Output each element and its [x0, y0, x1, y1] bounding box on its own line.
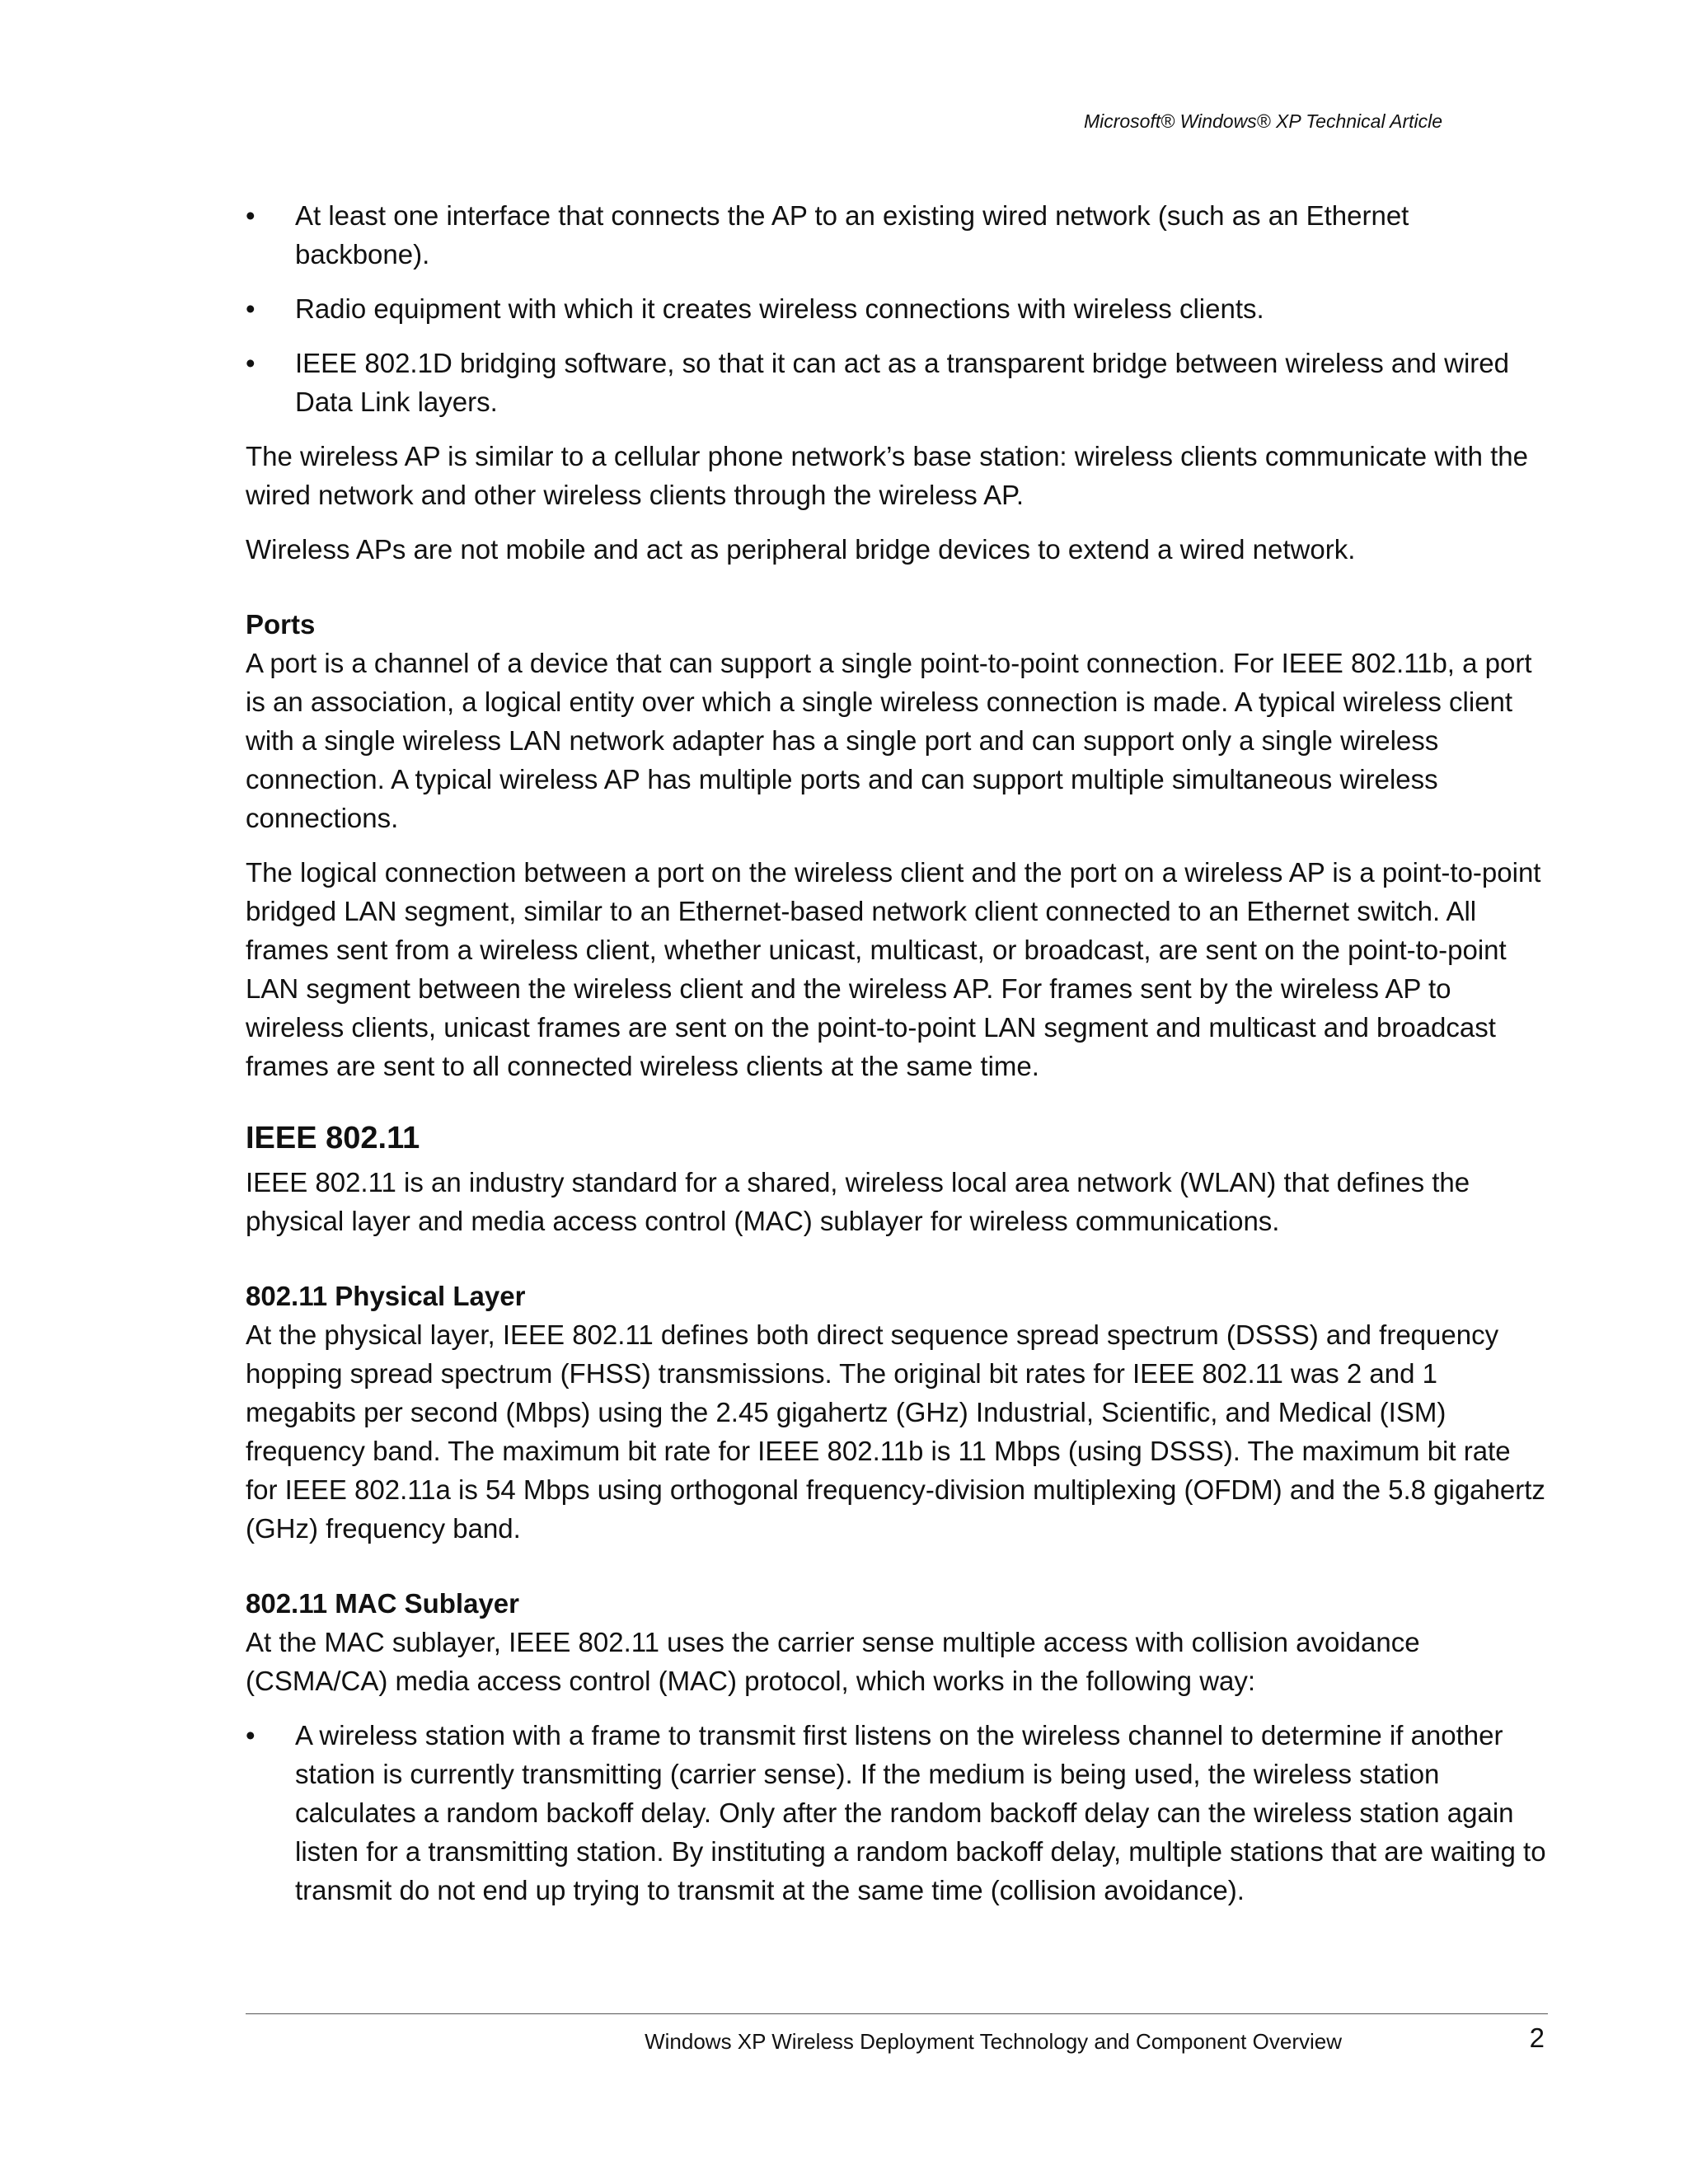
ports-heading: Ports	[246, 609, 316, 640]
list-item	[246, 1716, 1548, 1910]
paragraph: The logical connection between a port on the wireless client and the port on a wireless AP is a point-to-point bridged LAN segment, similar to an Ethernet-based network client connected to an Ethernet switch. All frames sent from a wireless client, whether unicast, multicast, or broadcast, are sent on the point-to-point LAN segment between the wireless client and the wireless AP. For frames sent by the wireless AP to wireless clients, unicast frames are sent on the point-to-point LAN segment and multicast and broadcast frames are sent to all connected wireless clients at the same time.	[246, 857, 1541, 1081]
paragraph: IEEE 802.11 is an industry standard for a shared, wireless local area network (WLAN) that defines the physical layer and media access control (MAC) sublayer for wireless communications.	[246, 1167, 1470, 1236]
bullet-list-top	[246, 196, 1548, 421]
section-heading-ieee: IEEE 802.11	[246, 1121, 420, 1155]
bullet-icon: •	[246, 348, 256, 378]
bullet-icon: •	[246, 200, 256, 231]
paragraph: Wireless APs are not mobile and act as peripheral bridge devices to extend a wired network.	[246, 534, 1356, 565]
bullet-icon: •	[246, 293, 256, 324]
list-item	[246, 289, 1548, 328]
list-item	[246, 344, 1548, 421]
bullet-text: At least one interface that connects the AP to an existing wired network (such as an Ethernet backbone).	[295, 200, 1409, 269]
paragraph: At the physical layer, IEEE 802.11 defines both direct sequence spread spectrum (DSSS) and frequency hopping spread spectrum (FHSS) transmissions. The original bit rates for IEEE 802.11 was 2 and 1 megabits per second (Mbps) using the 2.45 gigahertz (GHz) Industrial, Scientific, and Medical (ISM) frequency band. The maximum bit rate for IEEE 802.11b is 11 Mbps (using DSSS). The maximum bit rate for IEEE 802.11a is 54 Mbps using orthogonal frequency-division multiplexing (OFDM) and the 5.8 gigahertz (GHz) frequency band.	[246, 1319, 1545, 1544]
bullet-text: Radio equipment with which it creates wireless connections with wireless clients.	[295, 293, 1264, 324]
bullet-text: IEEE 802.1D bridging software, so that it can act as a transparent bridge between wireless and wired Data Link layers.	[295, 348, 1509, 417]
bullet-text: A wireless station with a frame to transmit first listens on the wireless channel to determine if another station is currently transmitting (carrier sense). If the medium is being used, the wireless station calculates a random backoff delay. Only after the random backoff delay can the wireless station again listen for a transmitting station. By instituting a random backoff delay, multiple stations that are waiting to transmit do not end up trying to transmit at the same time (collision avoidance).	[295, 1720, 1546, 1905]
page-number: 2	[1529, 2022, 1545, 2053]
mac-sublayer-heading: 802.11 MAC Sublayer	[246, 1588, 519, 1619]
footer-title: Windows XP Wireless Deployment Technology and Component Overview	[645, 2029, 1342, 2054]
bullet-list-mac	[246, 1716, 1548, 1910]
physical-layer-heading: 802.11 Physical Layer	[246, 1281, 526, 1311]
footer-divider	[246, 2013, 1548, 2014]
list-item	[246, 196, 1548, 274]
page-content	[246, 196, 1548, 1925]
bullet-icon: •	[246, 1720, 256, 1750]
paragraph: The wireless AP is similar to a cellular phone network’s base station: wireless clients communicate with the wired network and other wireless clients through the wireless AP.	[246, 441, 1528, 510]
paragraph: A port is a channel of a device that can support a single point-to-point connection. For IEEE 802.11b, a port is an association, a logical entity over which a single wireless connection is made. A typical wireless client with a single wireless LAN network adapter has a single port and can support only a single wireless connection. A typical wireless AP has multiple ports and can support multiple simultaneous wireless connections.	[246, 648, 1532, 833]
page-header: Microsoft® Windows® XP Technical Article	[1083, 110, 1442, 132]
paragraph: At the MAC sublayer, IEEE 802.11 uses the carrier sense multiple access with collision avoidance (CSMA/CA) media access control (MAC) protocol, which works in the following way:	[246, 1627, 1420, 1696]
